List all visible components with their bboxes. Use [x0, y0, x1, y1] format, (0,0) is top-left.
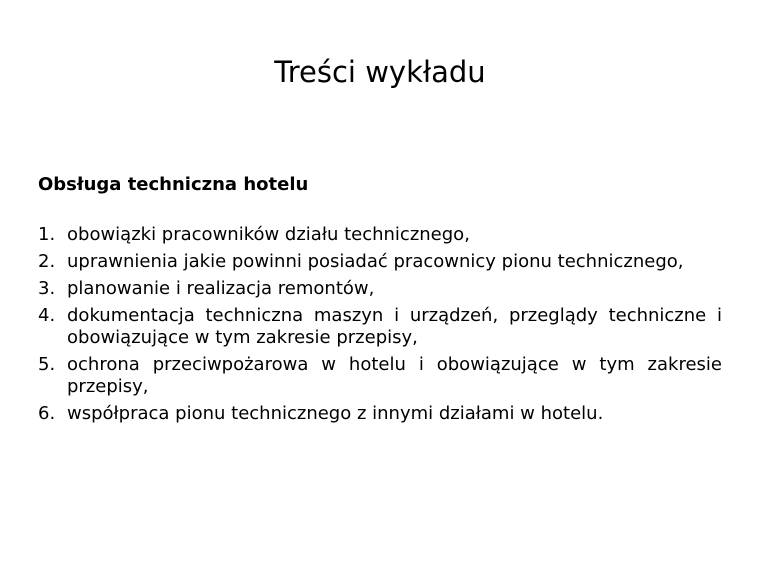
- list-item: [38, 305, 722, 349]
- list-item-number: 2.: [38, 251, 56, 272]
- list-item-number: 3.: [38, 278, 56, 299]
- topic-list: [38, 224, 722, 425]
- list-item: [38, 354, 722, 398]
- list-item-text: ochrona przeciwpożarowa w hotelu i obowiązujące w tym zakresie przepisy,: [67, 354, 722, 397]
- list-item-number: 1.: [38, 224, 56, 245]
- list-item-text: uprawnienia jakie powinni posiadać pracownicy pionu technicznego,: [67, 251, 684, 272]
- list-item: [38, 251, 722, 273]
- list-item-number: 4.: [38, 305, 56, 326]
- list-item-text: współpraca pionu technicznego z innymi działami w hotelu.: [67, 403, 604, 424]
- list-item: [38, 278, 722, 300]
- list-item: [38, 403, 722, 425]
- slide-title: Treści wykładu: [274, 55, 486, 89]
- list-item: [38, 224, 722, 246]
- list-item-text: planowanie i realizacja remontów,: [67, 278, 375, 299]
- list-item-text: dokumentacja techniczna maszyn i urządzeń, przeglądy techniczne i obowiązujące w tym zakresie przepisy,: [67, 305, 722, 348]
- slide-content: [38, 172, 722, 430]
- list-item-number: 5.: [38, 354, 56, 375]
- section-heading: Obsługa techniczna hotelu: [38, 174, 309, 195]
- list-item-text: obowiązki pracowników działu technicznego,: [67, 224, 470, 245]
- list-item-number: 6.: [38, 403, 56, 424]
